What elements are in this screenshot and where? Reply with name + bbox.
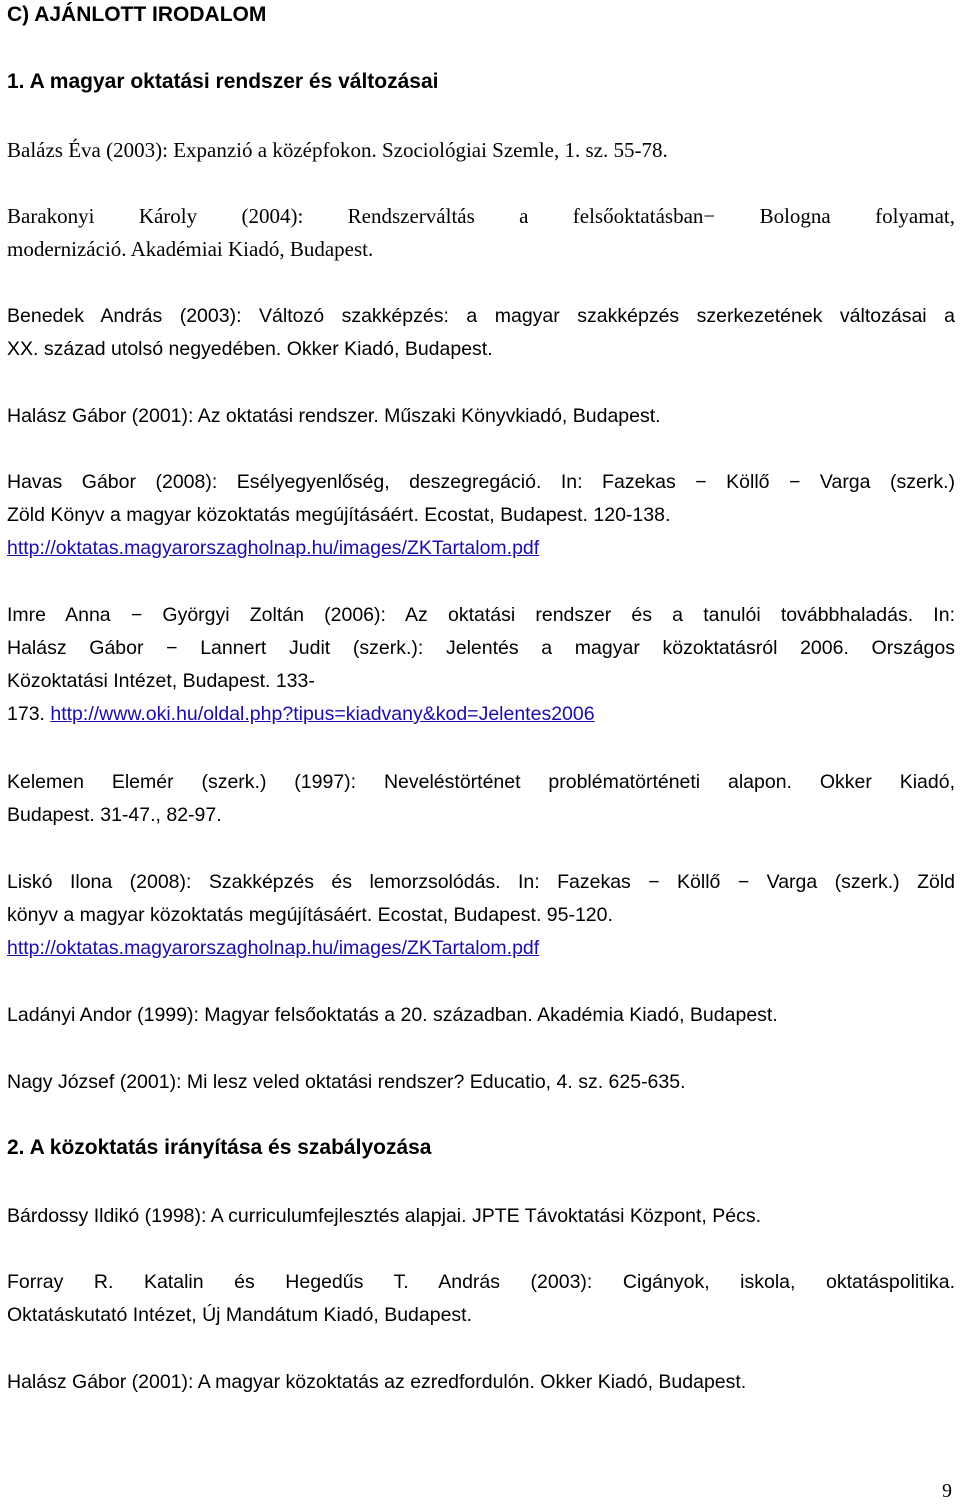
page-number: 9 [942, 1480, 952, 1502]
reference-link[interactable]: http://www.oki.hu/oldal.php?tipus=kiadvany&kod=Jelentes2006 [50, 703, 595, 725]
section-title: C) AJÁNLOTT IRODALOM [7, 3, 267, 26]
reference-item [7, 400, 955, 433]
subsection-title-1: 1. A magyar oktatási rendszer és változásai [7, 70, 439, 93]
reference-line: Benedek András (2003): Változó szakképzés: a magyar szakképzés szerkezetének változásai a [7, 305, 955, 327]
reference-link[interactable]: http://oktatas.magyarorszagholnap.hu/images/ZKTartalom.pdf [7, 937, 540, 959]
reference-line: Halász Gábor − Lannert Judit (szerk.): Jelentés a magyar közoktatásról 2006. Országos [7, 637, 955, 659]
reference-line: Havas Gábor (2008): Esélyegyenlőség, deszegregáció. In: Fazekas − Köllő − Varga (szerk.) [7, 471, 955, 493]
reference-line: Balázs Éva (2003): Expanzió a középfokon. Szociológiai Szemle, 1. sz. 55-78. [7, 138, 668, 162]
reference-line: XX. század utolsó negyedében. Okker Kiadó, Budapest. [7, 338, 493, 360]
reference-line: Liskó Ilona (2008): Szakképzés és lemorzsolódás. In: Fazekas − Köllő − Varga (szerk.) Zöld [7, 871, 955, 893]
reference-item [7, 866, 955, 965]
reference-line: Oktatáskutató Intézet, Új Mandátum Kiadó, Budapest. [7, 1304, 473, 1326]
subsection-title-2: 2. A közoktatás irányítása és szabályozása [7, 1136, 432, 1159]
reference-line: Nagy József (2001): Mi lesz veled oktatási rendszer? Educatio, 4. sz. 625-635. [7, 1071, 686, 1093]
reference-line: modernizáció. Akadémiai Kiadó, Budapest. [7, 237, 374, 261]
reference-item [7, 1366, 955, 1399]
reference-line: 173. [7, 703, 51, 725]
reference-line: Halász Gábor (2001): A magyar közoktatás az ezredfordulón. Okker Kiadó, Budapest. [7, 1371, 747, 1393]
reference-item [7, 766, 955, 832]
reference-line: Imre Anna − Györgyi Zoltán (2006): Az oktatási rendszer és a tanulói továbbhaladás. In: [7, 604, 955, 626]
reference-line: könyv a magyar közoktatás megújításáért. Ecostat, Budapest. 95-120. [7, 904, 613, 926]
reference-link[interactable]: http://oktatas.magyarorszagholnap.hu/images/ZKTartalom.pdf [7, 537, 540, 559]
reference-line: Közoktatási Intézet, Budapest. 133- [7, 670, 315, 692]
reference-item [7, 599, 955, 731]
reference-line: Forray R. Katalin és Hegedűs T. András (2003): Cigányok, iskola, oktatáspolitika. [7, 1271, 955, 1293]
reference-line: Zöld Könyv a magyar közoktatás megújításáért. Ecostat, Budapest. 120-138. [7, 504, 671, 526]
reference-line: Bárdossy Ildikó (1998): A curriculumfejlesztés alapjai. JPTE Távoktatási Központ, Pécs. [7, 1205, 761, 1227]
reference-item [7, 1266, 955, 1332]
reference-item [7, 466, 955, 565]
reference-line: Halász Gábor (2001): Az oktatási rendszer. Műszaki Könyvkiadó, Budapest. [7, 405, 661, 427]
reference-item [7, 134, 955, 167]
reference-line: Kelemen Elemér (szerk.) (1997): Neveléstörténet problématörténeti alapon. Okker Kiadó, [7, 771, 955, 793]
reference-item [7, 1066, 955, 1099]
reference-line: Budapest. 31-47., 82-97. [7, 804, 222, 826]
reference-item [7, 300, 955, 366]
reference-line: Barakonyi Károly (2004): Rendszerváltás a felsőoktatásban− Bologna folyamat, [7, 204, 955, 228]
reference-item [7, 999, 955, 1032]
reference-line: Ladányi Andor (1999): Magyar felsőoktatás a 20. században. Akadémia Kiadó, Budapest. [7, 1004, 778, 1026]
reference-item [7, 200, 955, 266]
reference-item [7, 1200, 955, 1233]
